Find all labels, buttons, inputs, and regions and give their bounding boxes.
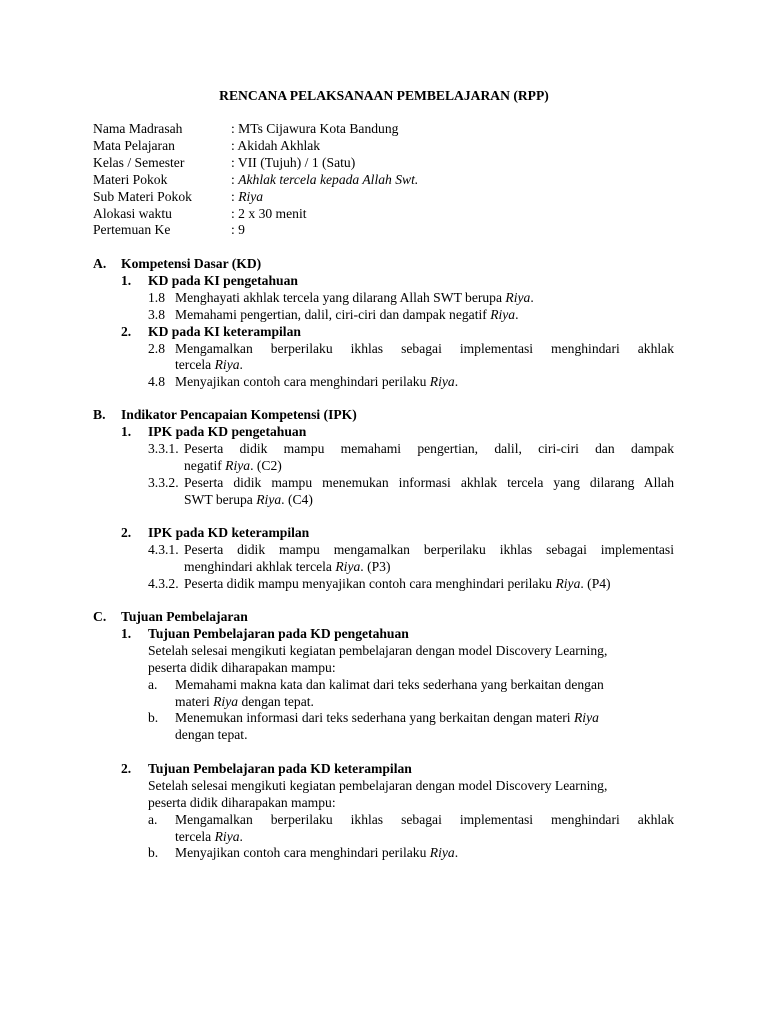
list-item-line [175, 710, 599, 727]
identity-value: : VII (Tujuh) / 1 (Satu) [231, 155, 356, 170]
intro-line: peserta didik diharapakan mampu: [148, 660, 336, 675]
ipk-text-line [184, 492, 313, 509]
kd-text-end: . [239, 357, 243, 372]
identity-label: Nama Madrasah [93, 121, 183, 136]
section-heading: Tujuan Pembelajaran [121, 609, 248, 624]
value-italic: Akhlak tercela kepada Allah Swt. [238, 172, 419, 187]
subsection-heading: Tujuan Pembelajaran pada KD pengetahuan [148, 626, 409, 641]
list-item-line: dengan tepat. [175, 727, 248, 742]
ipk-text-plain: menghindari akhlak tercela [184, 559, 336, 574]
subsection-heading: Tujuan Pembelajaran pada KD keterampilan [148, 761, 412, 776]
subsection-number: 2. [121, 324, 132, 339]
subsection-heading: KD pada KI pengetahuan [148, 273, 298, 288]
ipk-text-italic: Riya [256, 492, 282, 507]
ipk-text-plain: SWT berupa [184, 492, 257, 507]
list-item-line: Mengamalkan berperilaku ikhlas sebagai implementasi menghindari akhlak [175, 812, 674, 827]
list-text-end: dengan tepat. [238, 694, 314, 709]
list-text-italic: Riya [213, 694, 239, 709]
ipk-text-plain: negatif [184, 458, 226, 473]
list-item-line [175, 845, 458, 862]
kd-number: 3.8 [148, 307, 165, 322]
list-text-italic: Riya [573, 710, 599, 725]
identity-value [231, 189, 263, 206]
kd-text-line: Mengamalkan berperilaku ikhlas sebagai implementasi menghindari akhlak [175, 341, 674, 356]
list-marker: b. [148, 845, 159, 860]
ipk-number: 4.3.2. [148, 576, 179, 591]
identity-value [231, 172, 418, 189]
list-text-plain: Menyajikan contoh cara menghindari perilaku [175, 845, 430, 860]
subsection-number: 1. [121, 273, 132, 288]
subsection-number: 2. [121, 525, 132, 540]
kd-text [175, 290, 534, 307]
section-letter: A. [93, 256, 107, 271]
identity-label: Alokasi waktu [93, 206, 172, 221]
kd-text-italic: Riya [490, 307, 516, 322]
ipk-text-plain: Peserta didik mampu menyajikan contoh cara menghindari perilaku [184, 576, 556, 591]
intro-line: Setelah selesai mengikuti kegiatan pembelajaran dengan model Discovery Learning, [148, 643, 608, 658]
ipk-text-end: . (P4) [580, 576, 611, 591]
ipk-text-line [184, 559, 391, 576]
kd-text [175, 374, 458, 391]
ipk-text-line: Peserta didik mampu memahami pengertian, dalil, ciri-ciri dan dampak [184, 441, 674, 456]
identity-label: Materi Pokok [93, 172, 168, 187]
subsection-heading: IPK pada KD pengetahuan [148, 424, 307, 439]
list-text-italic: Riya [214, 829, 240, 844]
kd-text-italic: Riya [214, 357, 240, 372]
list-marker: a. [148, 677, 158, 692]
ipk-text-line: Peserta didik mampu menemukan informasi akhlak tercela yang dilarang Allah [184, 475, 674, 490]
subsection-number: 1. [121, 626, 132, 641]
page-title: RENCANA PELAKSANAAN PEMBELAJARAN (RPP) [219, 88, 549, 103]
section-letter: C. [93, 609, 107, 624]
ipk-text-end: . (C4) [281, 492, 313, 507]
kd-text-line [175, 357, 243, 374]
kd-text-italic: Riya [429, 374, 455, 389]
value-prefix: : [231, 189, 239, 204]
ipk-text-italic: Riya [225, 458, 251, 473]
kd-text-end: . [515, 307, 519, 322]
identity-value: : 2 x 30 menit [231, 206, 307, 221]
ipk-number: 4.3.1. [148, 542, 179, 557]
value-italic: Riya [238, 189, 264, 204]
section-heading: Indikator Pencapaian Kompetensi (IPK) [121, 407, 357, 422]
subsection-number: 2. [121, 761, 132, 776]
kd-text [175, 307, 519, 324]
ipk-number: 3.3.1. [148, 441, 179, 456]
identity-value: : MTs Cijawura Kota Bandung [231, 121, 399, 136]
kd-text-end: . [454, 374, 459, 389]
ipk-text-end: . (P3) [360, 559, 391, 574]
intro-line: peserta didik diharapakan mampu: [148, 795, 336, 810]
list-text-plain: materi [175, 694, 214, 709]
value-prefix: : [231, 172, 239, 187]
identity-label: Sub Materi Pokok [93, 189, 192, 204]
ipk-number: 3.3.2. [148, 475, 179, 490]
kd-text-plain: tercela [175, 357, 215, 372]
subsection-heading: KD pada KI keterampilan [148, 324, 301, 339]
kd-number: 1.8 [148, 290, 165, 305]
identity-value: : 9 [231, 222, 245, 237]
kd-number: 2.8 [148, 341, 165, 356]
list-text-end: . [454, 845, 459, 860]
kd-text-plain: Memahami pengertian, dalil, ciri-ciri dan dampak negatif [175, 307, 491, 322]
kd-number: 4.8 [148, 374, 165, 389]
kd-text-plain: Menyajikan contoh cara menghindari perilaku [175, 374, 430, 389]
intro-line: Setelah selesai mengikuti kegiatan pembelajaran dengan model Discovery Learning, [148, 778, 608, 793]
subsection-number: 1. [121, 424, 132, 439]
section-letter: B. [93, 407, 106, 422]
kd-text-end: . [530, 290, 534, 305]
list-text-end: . [239, 829, 243, 844]
ipk-text-italic: Riya [555, 576, 581, 591]
list-marker: b. [148, 710, 159, 725]
ipk-text [184, 576, 611, 593]
ipk-text-end: . (C2) [250, 458, 282, 473]
identity-label: Kelas / Semester [93, 155, 185, 170]
list-text-plain: Menemukan informasi dari teks sederhana yang berkaitan dengan materi [175, 710, 574, 725]
list-item-line: Memahami makna kata dan kalimat dari teks sederhana yang berkaitan dengan [175, 677, 604, 692]
list-text-plain: tercela [175, 829, 215, 844]
list-item-line [175, 694, 314, 711]
identity-value: : Akidah Akhlak [231, 138, 321, 153]
kd-text-italic: Riya [505, 290, 531, 305]
ipk-text-line: Peserta didik mampu mengamalkan berperilaku ikhlas sebagai implementasi [184, 542, 674, 557]
kd-text-plain: Menghayati akhlak tercela yang dilarang Allah SWT berupa [175, 290, 506, 305]
identity-label: Mata Pelajaran [93, 138, 175, 153]
list-item-line [175, 829, 243, 846]
identity-label: Pertemuan Ke [93, 222, 171, 237]
list-marker: a. [148, 812, 158, 827]
section-heading: Kompetensi Dasar (KD) [121, 256, 262, 271]
ipk-text-line [184, 458, 282, 475]
subsection-heading: IPK pada KD keterampilan [148, 525, 310, 540]
ipk-text-italic: Riya [335, 559, 361, 574]
list-text-italic: Riya [429, 845, 455, 860]
